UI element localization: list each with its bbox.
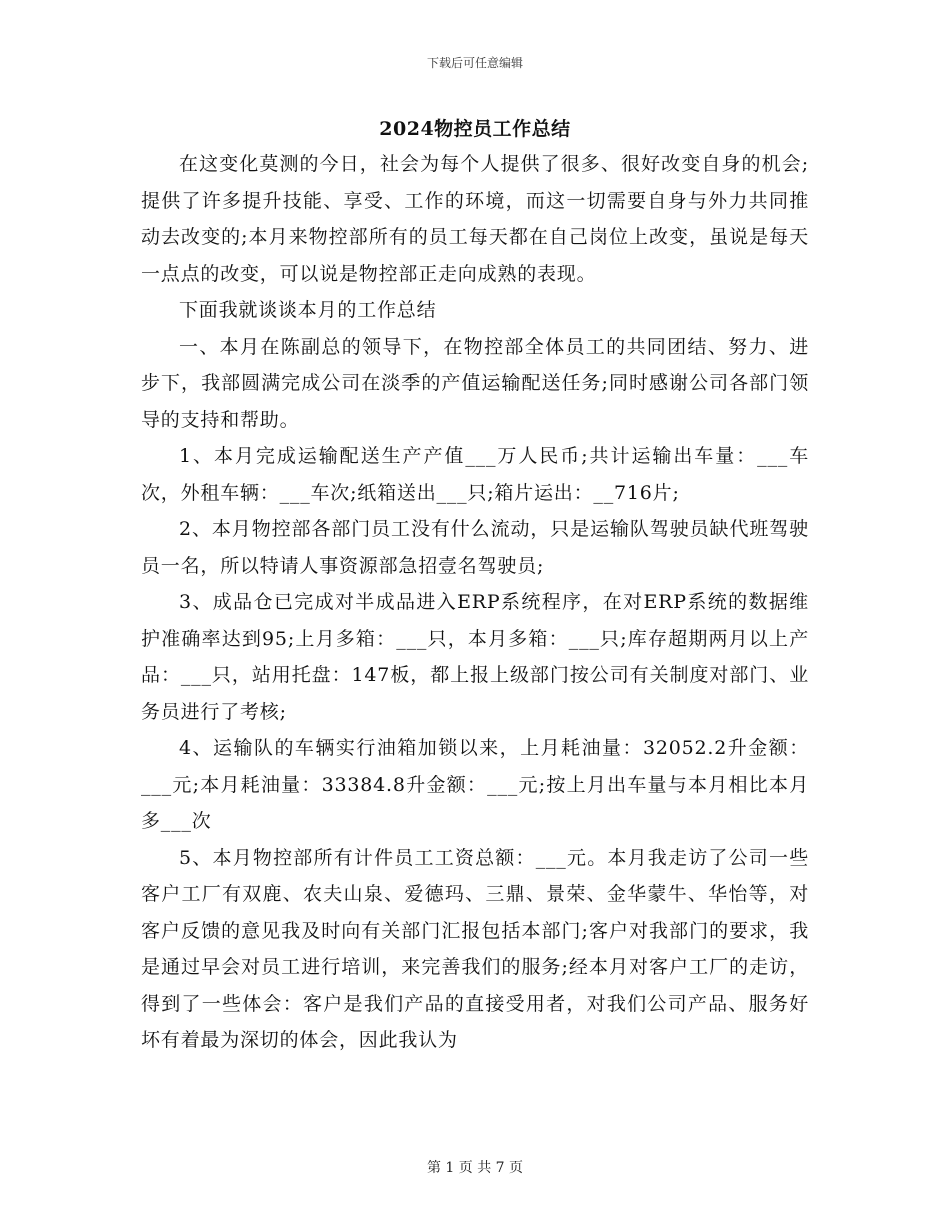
page-number: 第 1 页 共 7 页 [426, 1160, 524, 1176]
paragraph: 下面我就谈谈本月的工作总结 [179, 299, 437, 321]
paragraph: 3、成品仓已完成对半成品进入ERP系统程序，在对ERP系统的数据维护准确率达到95;上月多箱：___只，本月多箱：___只;库存超期两月以上产品：___只，站用托盘：147板，都上报上级部门按公司有关制度对部门、业务员进行了考核; [141, 591, 809, 723]
paragraph: 2、本月物控部各部门员工没有什么流动，只是运输队驾驶员缺代班驾驶员一名，所以特请人事资源部急招壹名驾驶员; [141, 518, 809, 577]
paragraph: 一、本月在陈副总的领导下，在物控部全体员工的共同团结、努力、进步下，我部圆满完成公司在淡季的产值运输配送任务;同时感谢公司各部门领导的支持和帮助。 [141, 335, 809, 431]
paragraph: 1、本月完成运输配送生产产值___万人民币;共计运输出车量：___车次，外租车辆：___车次;纸箱送出___只;箱片运出：__716片; [141, 445, 809, 504]
paragraph: 在这变化莫测的今日，社会为每个人提供了很多、很好改变自身的机会;提供了许多提升技能、享受、工作的环境，而这一切需要自身与外力共同推动去改变的;本月来物控部所有的员工每天都在自己岗位上改变，虽说是每天一点点的改变，可以说是物控部正走向成熟的表现。 [141, 153, 809, 285]
document-title: 2024物控员工作总结 [379, 118, 571, 140]
paragraph: 4、运输队的车辆实行油箱加锁以来，上月耗油量：32052.2升金额：___元;本月耗油量：33384.8升金额：___元;按上月出车量与本月相比本月多___次 [141, 737, 809, 832]
page-header-note: 下载后可任意编辑 [426, 56, 523, 70]
document-body [141, 146, 809, 1059]
paragraph: 5、本月物控部所有计件员工工资总额：___元。本月我走访了公司一些客户工厂有双鹿、农夫山泉、爱德玛、三鼎、景荣、金华蒙牛、华怡等，对客户反馈的意见我及时向有关部门汇报包括本部门;客户对我部门的要求，我是通过早会对员工进行培训，来完善我们的服务;经本月对客户工厂的走访，得到了一些体会：客户是我们产品的直接受用者，对我们公司产品、服务好坏有着最为深切的体会，因此我认为 [141, 846, 809, 1051]
